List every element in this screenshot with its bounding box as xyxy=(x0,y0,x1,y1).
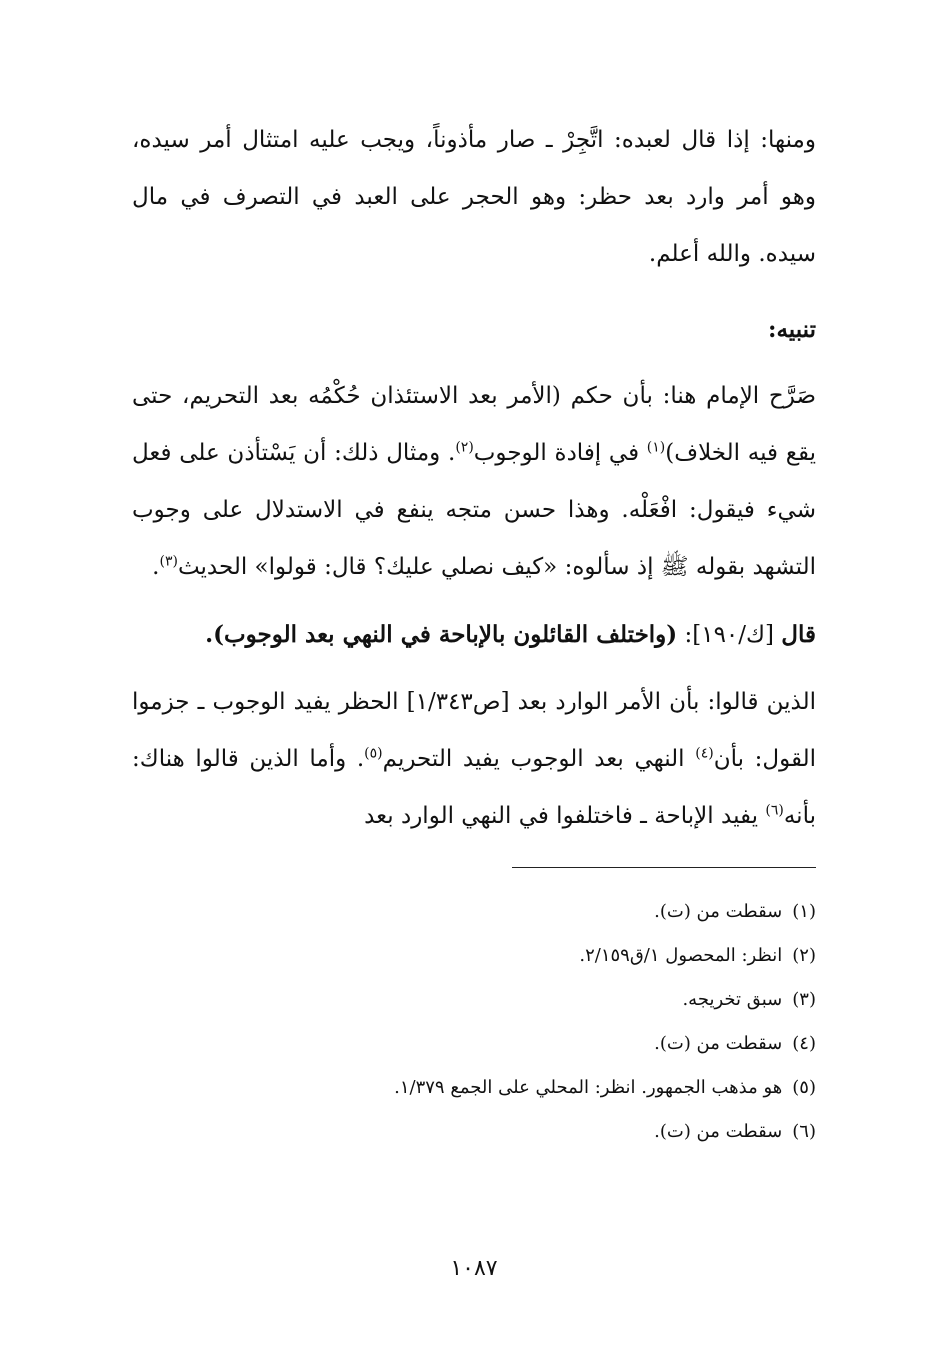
section-heading xyxy=(132,606,816,664)
paragraph-2-text-a: صَرَّح الإمام هنا: بأن حكم (الأمر بعد الاستئذان حُكْمُه بعد التحريم، حتى يقع فيه الخلاف) xyxy=(132,383,816,466)
paragraph-3-text-b: النهي بعد الوجوب يفيد التحريم xyxy=(382,746,696,772)
footnotes-section xyxy=(132,890,816,1154)
paragraph-2-text-d: . xyxy=(152,554,160,580)
footnote-number: (٥) xyxy=(792,1077,816,1098)
paragraph-3 xyxy=(132,674,816,845)
footnote-ref-1: (١) xyxy=(646,439,666,456)
footnote-item xyxy=(132,934,816,978)
paragraph-3-text-c: . وأما الذين قالوا هناك: بأنه xyxy=(132,746,816,829)
footnote-text: سقطت من (ت). xyxy=(654,1033,783,1054)
footnote-text: انظر: المحصول ١/ق٢/١٥٩. xyxy=(579,945,783,966)
section-heading-said: قال xyxy=(781,621,816,648)
page-content xyxy=(132,112,816,1154)
notice-heading: تنبيه: xyxy=(767,316,816,343)
footnote-item xyxy=(132,890,816,934)
footnote-number: (٦) xyxy=(792,1121,816,1142)
footnote-text: سبق تخريجه. xyxy=(682,989,783,1010)
footnote-text: سقطت من (ت). xyxy=(654,1121,783,1142)
footnote-text: سقطت من (ت). xyxy=(654,901,783,922)
footnote-number: (١) xyxy=(792,901,816,922)
footnote-ref-6: (٦) xyxy=(765,802,784,819)
footnote-item xyxy=(132,978,816,1022)
paragraph-1: ومنها: إذا قال لعبده: اتَّجِرْ ـ صار مأذوناً، ويجب عليه امتثال أمر سيده، وهو أمر وارد بعد حظر: وهو الحجر على العبد في التصرف في مال سيده. والله أعلم. xyxy=(132,127,816,267)
paragraph-3-text-a: الذين قالوا: بأن الأمر الوارد بعد [ص١/٣٤٣] الحظر يفيد الوجوب ـ جزموا القول: بأن xyxy=(132,689,817,772)
footnote-item xyxy=(132,1066,816,1110)
footnote-number: (٣) xyxy=(792,989,816,1010)
footnote-item xyxy=(132,1110,816,1154)
section-heading-quote: (واختلف القائلون بالإباحة في النهي بعد الوجوب). xyxy=(205,621,678,648)
footnote-ref-3: (٣) xyxy=(159,553,178,570)
section-heading-ref: [ك/١٩٠]: xyxy=(677,622,782,648)
footnote-ref-2: (٢) xyxy=(455,439,474,456)
footnote-number: (٤) xyxy=(792,1033,816,1054)
paragraph-2-text-b: في إفادة الوجوب xyxy=(473,440,647,466)
paragraph-2 xyxy=(132,368,816,596)
footnote-divider xyxy=(512,867,816,868)
paragraph-2-text-c: . ومثال ذلك: أن يَسْتأذن على فعل شيء فيقول: افْعَلْه. وهذا حسن متجه ينفع في الاستدلال على وجوب التشهد بقوله ﷺ إذ سألوه: «كيف نصلي عليك؟ قال: قولوا» الحديث xyxy=(132,440,816,580)
footnote-ref-5: (٥) xyxy=(364,745,383,762)
footnote-item xyxy=(132,1022,816,1066)
footnote-text: هو مذهب الجمهور. انظر: المحلي على الجمع ١/٣٧٩. xyxy=(394,1077,783,1098)
paragraph-3-text-d: يفيد الإباحة ـ فاختلفوا في النهي الوارد بعد xyxy=(364,803,766,829)
page-number: ١٠٨٧ xyxy=(450,1256,498,1281)
footnote-number: (٢) xyxy=(792,945,816,966)
footnote-ref-4: (٤) xyxy=(695,745,714,762)
